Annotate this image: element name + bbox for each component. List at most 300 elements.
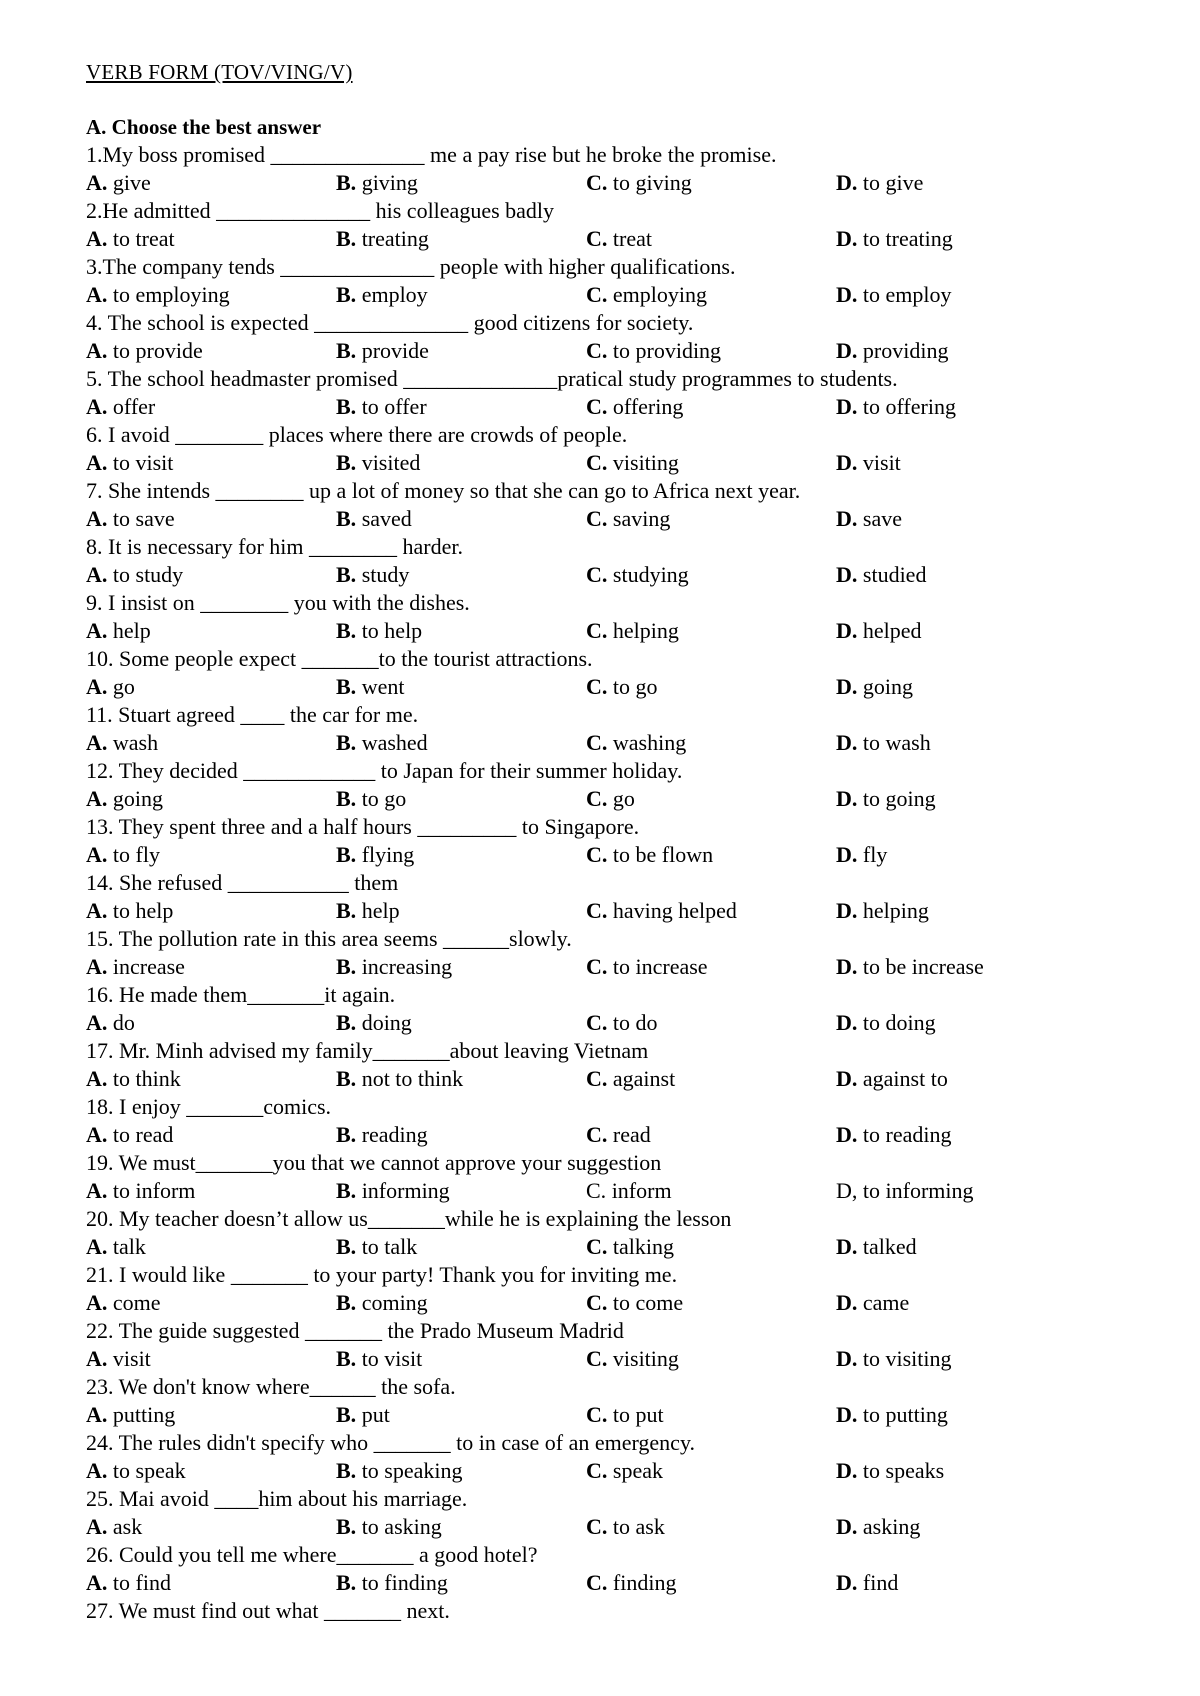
option-letter: A. xyxy=(86,170,108,195)
option-text: to offering xyxy=(862,394,956,419)
question-text: 21. I would like _______ to your party! Thank you for inviting me. xyxy=(86,1262,678,1287)
option-letter: C. xyxy=(586,1458,608,1483)
option-letter: D. xyxy=(836,954,858,979)
answer-option[interactable] xyxy=(336,1009,412,1037)
option-text: helping xyxy=(612,618,679,643)
option-letter: B. xyxy=(336,1234,357,1259)
question-item xyxy=(86,925,1146,981)
option-text: to offer xyxy=(361,394,427,419)
answer-option[interactable] xyxy=(836,281,952,309)
answer-option[interactable] xyxy=(836,1345,952,1373)
question-text: 9. I insist on ________ you with the dishes. xyxy=(86,590,470,615)
question-item xyxy=(86,1317,1146,1373)
option-letter: C. xyxy=(586,226,608,251)
question-list xyxy=(86,141,1146,1625)
option-text: to be flown xyxy=(612,842,714,867)
option-letter: B. xyxy=(336,226,357,251)
option-letter: B. xyxy=(336,562,357,587)
option-text: increasing xyxy=(361,954,453,979)
option-text: studying xyxy=(612,562,689,587)
answer-option[interactable] xyxy=(86,505,175,533)
question-item xyxy=(86,477,1146,533)
answer-option[interactable] xyxy=(86,281,230,309)
answer-option[interactable] xyxy=(586,1233,674,1261)
option-letter: B. xyxy=(336,786,357,811)
option-letter: C. xyxy=(586,450,608,475)
option-letter: D. xyxy=(836,1570,858,1595)
option-letter: A. xyxy=(86,954,108,979)
answer-option[interactable] xyxy=(586,1009,658,1037)
answer-option[interactable] xyxy=(86,1009,135,1037)
answer-option[interactable] xyxy=(836,1569,898,1597)
question-item xyxy=(86,421,1146,477)
answer-option[interactable] xyxy=(336,1345,422,1373)
option-letter: B. xyxy=(336,1010,357,1035)
option-letter: A. xyxy=(86,562,108,587)
option-letter: A. xyxy=(86,618,108,643)
answer-option[interactable] xyxy=(86,673,135,701)
answer-option[interactable] xyxy=(586,1345,679,1373)
option-letter: A. xyxy=(86,1010,108,1035)
answer-option[interactable] xyxy=(836,897,929,925)
option-text: speak xyxy=(612,1458,663,1483)
answer-option[interactable] xyxy=(86,1289,161,1317)
option-letter: A. xyxy=(86,786,108,811)
option-text: helped xyxy=(862,618,922,643)
answer-option[interactable] xyxy=(336,281,428,309)
answer-option[interactable] xyxy=(86,1233,146,1261)
answer-option[interactable] xyxy=(586,337,721,365)
question-text: 6. I avoid ________ places where there are crowds of people. xyxy=(86,422,628,447)
option-letter: B. xyxy=(336,1458,357,1483)
answer-option[interactable] xyxy=(586,897,737,925)
question-text: 22. The guide suggested _______ the Prado Museum Madrid xyxy=(86,1318,624,1343)
answer-option[interactable] xyxy=(586,617,679,645)
question-text: 16. He made them_______it again. xyxy=(86,982,396,1007)
option-letter: C. xyxy=(586,954,608,979)
option-text: to speaks xyxy=(862,1458,945,1483)
option-letter: C. xyxy=(586,1402,608,1427)
answer-option[interactable] xyxy=(836,785,936,813)
question-text: 13. They spent three and a half hours _________ to Singapore. xyxy=(86,814,640,839)
answer-option[interactable] xyxy=(586,841,713,869)
answer-option[interactable] xyxy=(586,1569,676,1597)
option-letter: A. xyxy=(86,1122,108,1147)
answer-option[interactable] xyxy=(836,1513,920,1541)
option-text: helping xyxy=(862,898,929,923)
answer-option[interactable] xyxy=(836,1233,917,1261)
answer-options xyxy=(86,1177,1146,1205)
option-letter: A. xyxy=(86,226,108,251)
option-letter: D. xyxy=(836,898,858,923)
question-text: 26. Could you tell me where_______ a good hotel? xyxy=(86,1542,538,1567)
answer-option[interactable] xyxy=(836,505,902,533)
option-text: against to xyxy=(862,1066,948,1091)
question-item xyxy=(86,1597,1146,1625)
option-letter: B. xyxy=(336,1178,357,1203)
option-letter: B. xyxy=(336,1346,357,1371)
option-text: treating xyxy=(361,226,429,251)
question-item xyxy=(86,1037,1146,1093)
question-item xyxy=(86,645,1146,701)
answer-options xyxy=(86,337,1146,365)
answer-option[interactable] xyxy=(586,785,635,813)
answer-option[interactable] xyxy=(836,841,887,869)
answer-options xyxy=(86,449,1146,477)
answer-option[interactable] xyxy=(86,449,173,477)
answer-options xyxy=(86,1401,1146,1429)
answer-option[interactable] xyxy=(836,1289,909,1317)
question-text: 3.The company tends ______________ people with higher qualifications. xyxy=(86,254,736,279)
question-item xyxy=(86,869,1146,925)
answer-option[interactable] xyxy=(586,673,658,701)
question-text: 24. The rules didn't specify who _______ to in case of an emergency. xyxy=(86,1430,696,1455)
answer-option[interactable] xyxy=(86,897,173,925)
option-text: finding xyxy=(612,1570,677,1595)
question-item xyxy=(86,1149,1146,1205)
answer-option[interactable] xyxy=(836,169,923,197)
question-text: 4. The school is expected ______________ good citizens for society. xyxy=(86,310,694,335)
option-text: providing xyxy=(862,338,949,363)
question-text: 10. Some people expect _______to the tourist attractions. xyxy=(86,646,593,671)
answer-option[interactable] xyxy=(836,1009,936,1037)
option-text: to speaking xyxy=(361,1458,463,1483)
answer-option[interactable] xyxy=(336,1121,428,1149)
question-item xyxy=(86,701,1146,757)
option-text: to visit xyxy=(112,450,174,475)
option-letter: C. xyxy=(586,1066,608,1091)
option-text: against xyxy=(612,1066,676,1091)
answer-option[interactable] xyxy=(86,561,183,589)
answer-option[interactable] xyxy=(336,729,428,757)
answer-option[interactable] xyxy=(86,1121,173,1149)
option-text: help xyxy=(112,618,151,643)
option-text: to informing xyxy=(862,1178,974,1203)
answer-option[interactable] xyxy=(836,393,956,421)
option-text: to come xyxy=(612,1290,684,1315)
option-letter: D. xyxy=(836,1458,858,1483)
option-text: to finding xyxy=(361,1570,448,1595)
question-text: 2.He admitted ______________ his colleagues badly xyxy=(86,198,555,223)
answer-option[interactable] xyxy=(836,449,901,477)
option-letter: C. xyxy=(586,1178,607,1203)
answer-option[interactable] xyxy=(86,337,203,365)
option-letter: A. xyxy=(86,1514,108,1539)
answer-option[interactable] xyxy=(336,1065,463,1093)
question-item xyxy=(86,1093,1146,1149)
answer-option[interactable] xyxy=(86,729,158,757)
answer-option[interactable] xyxy=(586,505,670,533)
option-text: visit xyxy=(862,450,901,475)
answer-options xyxy=(86,505,1146,533)
answer-option[interactable] xyxy=(336,1401,390,1429)
option-text: offer xyxy=(112,394,156,419)
answer-option[interactable] xyxy=(836,561,926,589)
option-letter: D. xyxy=(836,450,858,475)
question-item xyxy=(86,1485,1146,1541)
option-letter: D. xyxy=(836,338,858,363)
question-item xyxy=(86,757,1146,813)
option-letter: B. xyxy=(336,506,357,531)
answer-option[interactable] xyxy=(336,841,414,869)
option-letter: A. xyxy=(86,1570,108,1595)
option-letter: A. xyxy=(86,1234,108,1259)
answer-option[interactable] xyxy=(586,1457,663,1485)
question-item xyxy=(86,1541,1146,1597)
answer-option[interactable] xyxy=(86,785,163,813)
answer-option[interactable] xyxy=(586,225,652,253)
option-letter: C. xyxy=(586,1346,608,1371)
option-letter: B. xyxy=(336,282,357,307)
option-letter: A. xyxy=(86,1458,108,1483)
option-letter: A. xyxy=(86,338,108,363)
option-text: to treating xyxy=(862,226,953,251)
question-item xyxy=(86,309,1146,365)
option-text: wash xyxy=(112,730,159,755)
option-letter: A. xyxy=(86,1178,108,1203)
option-letter: B. xyxy=(336,170,357,195)
question-text: 12. They decided ____________ to Japan for their summer holiday. xyxy=(86,758,683,783)
option-text: to do xyxy=(612,1010,658,1035)
answer-options xyxy=(86,729,1146,757)
answer-option[interactable] xyxy=(336,1233,417,1261)
answer-option[interactable] xyxy=(86,841,160,869)
answer-option[interactable] xyxy=(586,281,707,309)
option-letter: B. xyxy=(336,1570,357,1595)
option-text: increase xyxy=(112,954,185,979)
option-text: studied xyxy=(862,562,927,587)
question-text: 1.My boss promised ______________ me a pay rise but he broke the promise. xyxy=(86,142,777,167)
answer-options xyxy=(86,841,1146,869)
answer-option[interactable] xyxy=(336,449,420,477)
answer-option[interactable] xyxy=(86,1457,186,1485)
option-text: to go xyxy=(612,674,658,699)
option-letter: B. xyxy=(336,674,357,699)
option-text: informing xyxy=(361,1178,450,1203)
option-letter: C. xyxy=(586,506,608,531)
option-letter: A. xyxy=(86,394,108,419)
option-letter: C. xyxy=(586,1570,608,1595)
option-text: to help xyxy=(112,898,174,923)
option-text: come xyxy=(112,1290,161,1315)
answer-option[interactable] xyxy=(336,617,422,645)
option-text: to read xyxy=(112,1122,174,1147)
option-text: to doing xyxy=(862,1010,936,1035)
option-text: to help xyxy=(361,618,423,643)
answer-option[interactable] xyxy=(586,1121,651,1149)
answer-option[interactable] xyxy=(586,953,708,981)
option-text: saved xyxy=(361,506,412,531)
option-text: talking xyxy=(612,1234,674,1259)
option-letter: A. xyxy=(86,674,108,699)
answer-option[interactable] xyxy=(836,337,948,365)
answer-option[interactable] xyxy=(586,1065,675,1093)
answer-option[interactable] xyxy=(86,1345,151,1373)
option-text: visit xyxy=(112,1346,151,1371)
answer-option[interactable] xyxy=(836,1065,948,1093)
option-text: visiting xyxy=(612,450,679,475)
option-text: going xyxy=(112,786,164,811)
answer-option[interactable] xyxy=(336,393,427,421)
page-title: VERB FORM (TOV/VING/V) xyxy=(86,60,353,84)
option-text: offering xyxy=(612,394,684,419)
answer-option[interactable] xyxy=(836,1401,948,1429)
option-letter: A. xyxy=(86,1066,108,1091)
answer-option[interactable] xyxy=(336,1177,450,1205)
option-letter: D. xyxy=(836,170,858,195)
option-letter: B. xyxy=(336,1122,357,1147)
option-text: ask xyxy=(112,1514,143,1539)
option-letter: D. xyxy=(836,282,858,307)
option-text: doing xyxy=(361,1010,412,1035)
answer-options xyxy=(86,1457,1146,1485)
option-text: washed xyxy=(361,730,428,755)
answer-options xyxy=(86,897,1146,925)
answer-option[interactable] xyxy=(86,393,155,421)
answer-options xyxy=(86,393,1146,421)
answer-option[interactable] xyxy=(86,1065,181,1093)
option-text: came xyxy=(862,1290,910,1315)
option-text: to ask xyxy=(612,1514,665,1539)
answer-option[interactable] xyxy=(836,729,931,757)
option-text: washing xyxy=(612,730,687,755)
answer-option[interactable] xyxy=(86,1513,142,1541)
section-heading: A. Choose the best answer xyxy=(86,115,322,139)
question-text: 23. We don't know where______ the sofa. xyxy=(86,1374,456,1399)
answer-option[interactable] xyxy=(836,1457,944,1485)
question-text: 7. She intends ________ up a lot of money so that she can go to Africa next year. xyxy=(86,478,801,503)
answer-option[interactable] xyxy=(86,953,185,981)
question-item xyxy=(86,253,1146,309)
answer-option[interactable] xyxy=(586,449,679,477)
answer-option[interactable] xyxy=(836,1121,951,1149)
option-text: coming xyxy=(361,1290,428,1315)
option-letter: A. xyxy=(86,898,108,923)
question-item xyxy=(86,589,1146,645)
question-text: 11. Stuart agreed ____ the car for me. xyxy=(86,702,419,727)
option-letter: C. xyxy=(586,674,608,699)
option-letter: C. xyxy=(586,898,608,923)
answer-option[interactable] xyxy=(86,1401,175,1429)
option-letter: D. xyxy=(836,1066,858,1091)
answer-option[interactable] xyxy=(836,225,953,253)
option-text: provide xyxy=(361,338,429,363)
option-letter: D, xyxy=(836,1178,858,1203)
answer-option[interactable] xyxy=(336,1513,442,1541)
question-text: 18. I enjoy _______comics. xyxy=(86,1094,332,1119)
option-text: to save xyxy=(112,506,175,531)
answer-option[interactable] xyxy=(86,169,151,197)
option-letter: B. xyxy=(336,1402,357,1427)
answer-option[interactable] xyxy=(86,617,151,645)
option-letter: C. xyxy=(586,1290,608,1315)
option-letter: D. xyxy=(836,1346,858,1371)
answer-option[interactable] xyxy=(586,1401,664,1429)
option-text: reading xyxy=(361,1122,428,1147)
answer-option[interactable] xyxy=(586,729,686,757)
question-text: 25. Mai avoid ____him about his marriage. xyxy=(86,1486,468,1511)
option-text: give xyxy=(112,170,151,195)
option-text: to putting xyxy=(862,1402,948,1427)
answer-option[interactable] xyxy=(586,1177,672,1205)
option-text: employing xyxy=(612,282,707,307)
option-letter: C. xyxy=(586,842,608,867)
answer-option[interactable] xyxy=(586,393,683,421)
answer-option[interactable] xyxy=(336,561,409,589)
answer-option[interactable] xyxy=(586,561,689,589)
option-text: do xyxy=(112,1010,135,1035)
answer-option[interactable] xyxy=(586,1289,683,1317)
option-text: to think xyxy=(112,1066,181,1091)
answer-option[interactable] xyxy=(86,1569,171,1597)
option-text: treat xyxy=(612,226,652,251)
option-letter: C. xyxy=(586,1234,608,1259)
answer-option[interactable] xyxy=(336,897,400,925)
option-letter: B. xyxy=(336,338,357,363)
option-text: not to think xyxy=(361,1066,464,1091)
option-letter: B. xyxy=(336,618,357,643)
question-item xyxy=(86,1373,1146,1429)
answer-options xyxy=(86,785,1146,813)
option-letter: D. xyxy=(836,842,858,867)
answer-option[interactable] xyxy=(86,225,175,253)
answer-option[interactable] xyxy=(336,1289,428,1317)
answer-options xyxy=(86,1233,1146,1261)
option-text: to wash xyxy=(862,730,931,755)
option-text: talked xyxy=(862,1234,917,1259)
option-letter: A. xyxy=(86,730,108,755)
answer-option[interactable] xyxy=(336,953,452,981)
answer-option[interactable] xyxy=(836,953,984,981)
answer-option[interactable] xyxy=(836,617,922,645)
answer-option[interactable] xyxy=(336,337,429,365)
option-text: employ xyxy=(361,282,428,307)
answer-option[interactable] xyxy=(586,1513,665,1541)
answer-options xyxy=(86,673,1146,701)
answer-option[interactable] xyxy=(586,169,692,197)
option-text: to put xyxy=(612,1402,664,1427)
question-text: 17. Mr. Minh advised my family_______about leaving Vietnam xyxy=(86,1038,649,1063)
answer-option[interactable] xyxy=(336,785,406,813)
option-text: read xyxy=(612,1122,651,1147)
answer-option[interactable] xyxy=(336,673,404,701)
answer-option[interactable] xyxy=(836,673,913,701)
answer-options xyxy=(86,169,1146,197)
option-letter: D. xyxy=(836,1402,858,1427)
answer-option[interactable] xyxy=(336,225,429,253)
option-text: save xyxy=(862,506,902,531)
option-text: saving xyxy=(612,506,671,531)
option-text: visited xyxy=(361,450,421,475)
answer-options xyxy=(86,1569,1146,1597)
answer-option[interactable] xyxy=(336,169,418,197)
option-text: to visit xyxy=(361,1346,423,1371)
option-letter: D. xyxy=(836,394,858,419)
option-letter: D. xyxy=(836,618,858,643)
option-letter: C. xyxy=(586,1010,608,1035)
option-text: study xyxy=(361,562,410,587)
question-text: 20. My teacher doesn’t allow us_______while he is explaining the lesson xyxy=(86,1206,732,1231)
answer-option[interactable] xyxy=(336,1457,463,1485)
option-letter: D. xyxy=(836,730,858,755)
answer-option[interactable] xyxy=(336,1569,448,1597)
option-text: to asking xyxy=(361,1514,442,1539)
option-text: to find xyxy=(112,1570,171,1595)
answer-option[interactable] xyxy=(336,505,412,533)
answer-option[interactable] xyxy=(836,1177,974,1205)
answer-option[interactable] xyxy=(86,1177,195,1205)
option-text: find xyxy=(862,1570,899,1595)
